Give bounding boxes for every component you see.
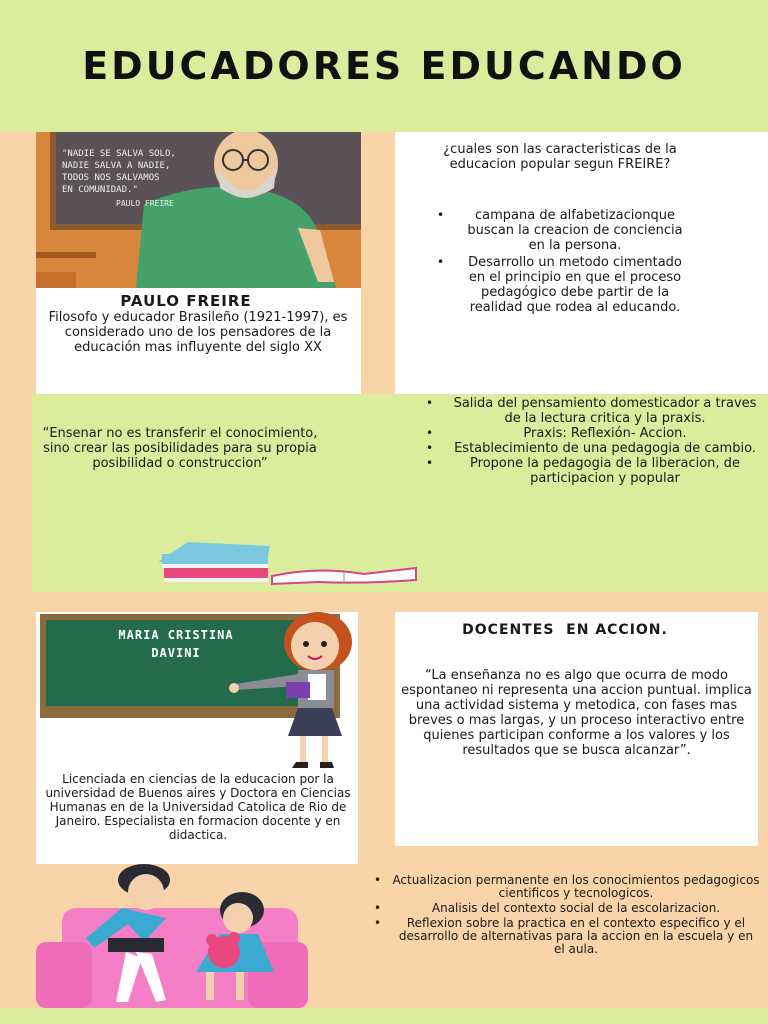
davini-name: [66, 626, 286, 662]
freire-portrait: [36, 132, 361, 288]
list-item: • Desarrollo un metodo cimentado en el principio en que el proceso pedagógico debe partir de la realidad que rodea al educando.: [437, 255, 682, 315]
page-title: EDUCADORES EDUCANDO: [82, 44, 686, 88]
characteristics-card: [395, 132, 768, 394]
list-item: • Analisis del contexto social de la escolarizacion.: [374, 901, 721, 915]
freire-name: PAULO FREIRE: [120, 292, 252, 310]
board-line-2: NADIE SALVA A NADIE,: [62, 161, 171, 171]
list-item: • Reflexion sobre la practica en el contexto especifico y el desarrollo de alternativas para la accion en la escuela y en el aula.: [374, 916, 754, 956]
list-item: • Propone la pedagogia de la liberacion, de participacion y popular: [426, 456, 740, 486]
davini-bio: Licenciada en ciencias de la educacion por la universidad de Buenos aires y Doctora en Ciencias Humanas en de la Universidad Catolica de Rio de Janeiro. Especialista en formacion docente y en didactica.: [45, 772, 351, 842]
docentes-card: [395, 612, 758, 846]
question-text: ¿cuales son las caracteristicas de la educacion popular segun FREIRE?: [443, 142, 677, 172]
books-icon: [158, 538, 420, 588]
list-item: • campana de alfabetizacionque buscan la creacion de conciencia en la persona.: [437, 208, 683, 253]
davini-card: [36, 612, 358, 864]
list-item: • Salida del pensamiento domesticador a traves de la lectura critica y la praxis.: [426, 396, 757, 426]
quote-section: [32, 394, 768, 592]
freire-card: [36, 132, 361, 394]
title-banner: [0, 0, 768, 132]
davini-name-line1: MARIA CRISTINA: [118, 628, 234, 642]
freire-bio: Filosofo y educador Brasileño (1921-1997), es considerado uno de los pensadores de la educación mas influyente del siglo XX: [48, 310, 348, 355]
characteristics-list-a: [437, 208, 705, 315]
davini-name-line2: DAVINI: [151, 646, 201, 660]
board-author: PAULO FREIRE: [116, 199, 174, 208]
board-line-4: EN COMUNIDAD.": [62, 185, 138, 195]
freire-quote: “Ensenar no es transferir el conocimiento, sino crear las posibilidades para su propia posibilidad o construccion”: [42, 426, 318, 471]
actions-list: [370, 874, 760, 956]
list-item: • Establecimiento de una pedagogia de cambio.: [426, 441, 756, 456]
reading-illustration: [36, 862, 308, 1008]
list-item: • Actualizacion permanente en los conocimientos pedagogicos cientificos y tecnologicos.: [374, 873, 760, 900]
docentes-heading: DOCENTES EN ACCION.: [462, 622, 668, 638]
board-line-1: "NADIE SE SALVA SOLO,: [62, 149, 176, 159]
list-item: • Praxis: Reflexión- Accion.: [426, 426, 687, 441]
footer-band: [0, 1008, 768, 1024]
board-line-3: TODOS NOS SALVAMOS: [62, 173, 160, 183]
characteristics-list-b: [422, 396, 762, 486]
docentes-quote: “La enseñanza no es algo que ocurra de modo espontaneo ni representa una accion puntual. implica una actividad sistema y metodica, con fases mas breves o mas largas, y un proceso interactivo entre quienes participan conforme a los valores y los resultados que se busca alcanzar”.: [401, 668, 752, 758]
